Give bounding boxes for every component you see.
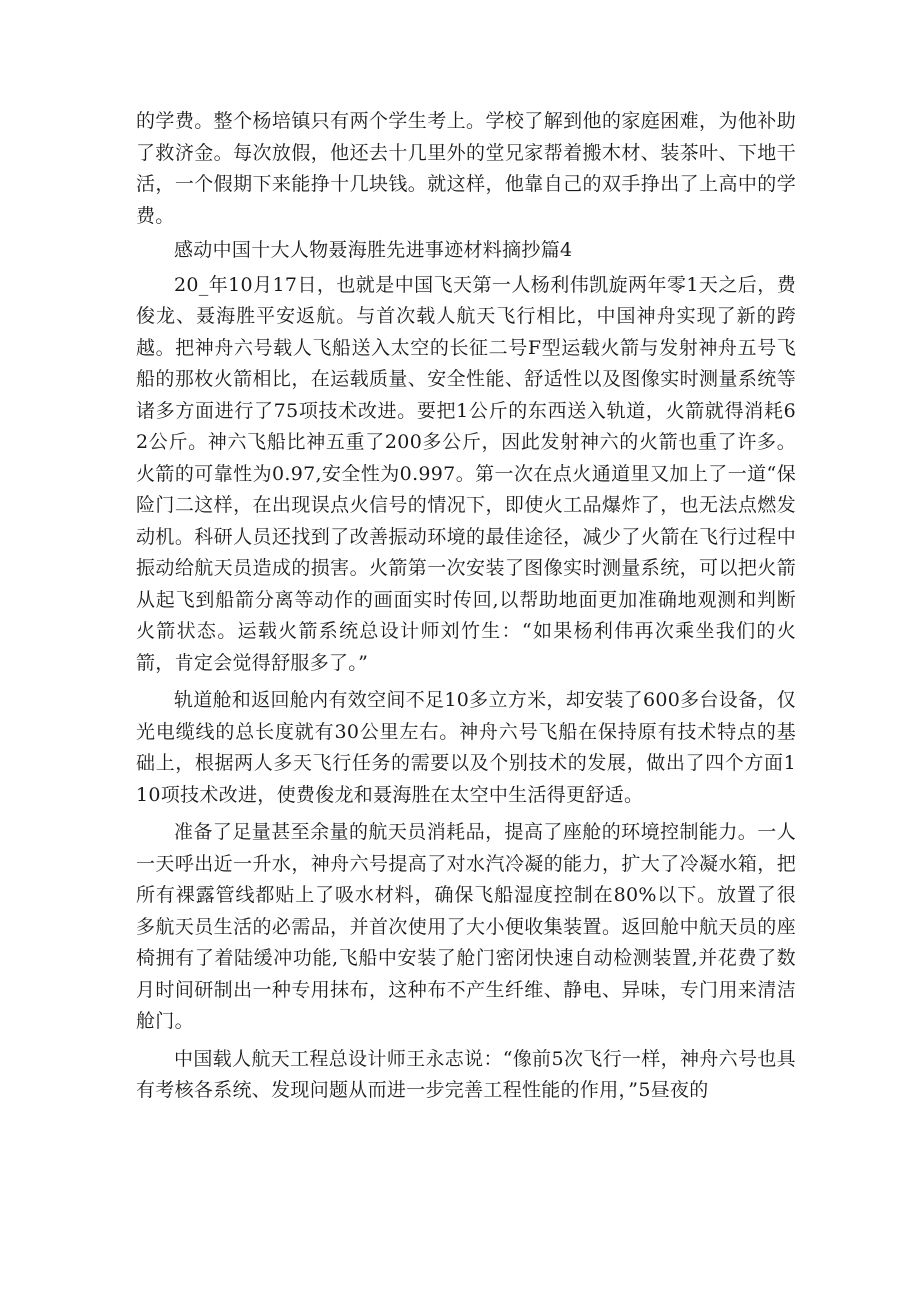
paragraph-cabin: 轨道舱和返回舱内有效空间不足10多立方米，却安装了600多台设备，仅光电缆线的总长度就有30公里左右。神舟六号飞船在保持原有技术特点的基础上，根据两人多天飞行任务的需要以及个别技术的发展，做出了四个方面110项技术改进，使费俊龙和聂海胜在太空中生活得更舒适。 <box>136 689 796 806</box>
document-page <box>136 106 796 1107</box>
paragraph-launch: 20_年10月17日，也就是中国飞天第一人杨利伟凯旋两年零1天之后，费俊龙、聂海胜平安返航。与首次载人航天飞行相比，中国神舟实现了新的跨越。把神舟六号载人飞船送入太空的长征二号F型运载火箭与发射神舟五号飞船的那枚火箭相比，在运载质量、安全性能、舒适性以及图像实时测量系统等诸多方面进行了75项技术改进。要把1公斤的东西送入轨道，火箭就得消耗62公斤。神六飞船比神五重了200多公斤，因此发射神六的火箭也重了许多。火箭的可靠性为0.97,安全性为0.997。第一次在点火通道里又加上了一道“保险门二这样，在出现误点火信号的情况下，即使火工品爆炸了，也无法点燃发动机。科研人员还找到了改善振动环境的最佳途径，减少了火箭在飞行过程中振动给航天员造成的损害。火箭第一次安装了图像实时测量系统，可以把火箭从起飞到船箭分离等动作的画面实时传回,以帮助地面更加准确地观测和判断火箭状态。运载火箭系统总设计师刘竹生：“如果杨利伟再次乘坐我们的火箭，肯定会觉得舒服多了。” <box>136 273 796 674</box>
paragraph-continuation: 的学费。整个杨培镇只有两个学生考上。学校了解到他的家庭困难，为他补助了救济金。每次放假，他还去十几里外的堂兄家帮着搬木材、装茶叶、下地干活，一个假期下来能挣十几块钱。就这样，他靠自己的双手挣出了上高中的学费。 <box>136 110 796 227</box>
section-heading: 感动中国十大人物聂海胜先进事迹材料摘抄篇4 <box>174 239 573 261</box>
paragraph-designer-quote: 中国载人航天工程总设计师王永志说：“像前5次飞行一样，神舟六号也具有考核各系统、发现问题从而进一步完善工程性能的作用，”5昼夜的 <box>136 1047 796 1101</box>
paragraph-consumables: 准备了足量甚至余量的航天员消耗品，提高了座舱的环境控制能力。一人一天呼出近一升水，神舟六号提高了对水汽冷凝的能力，扩大了冷凝水箱，把所有裸露管线都贴上了吸水材料，确保飞船湿度控制在80%以下。放置了很多航天员生活的必需品，并首次使用了大小便收集装置。返回舱中航天员的座椅拥有了着陆缓冲功能,飞船中安装了舱门密闭快速自动检测装置,并花费了数月时间研制出一种专用抹布，这种布不产生纤维、静电、异味，专门用来清洁舱门。 <box>136 821 796 1032</box>
